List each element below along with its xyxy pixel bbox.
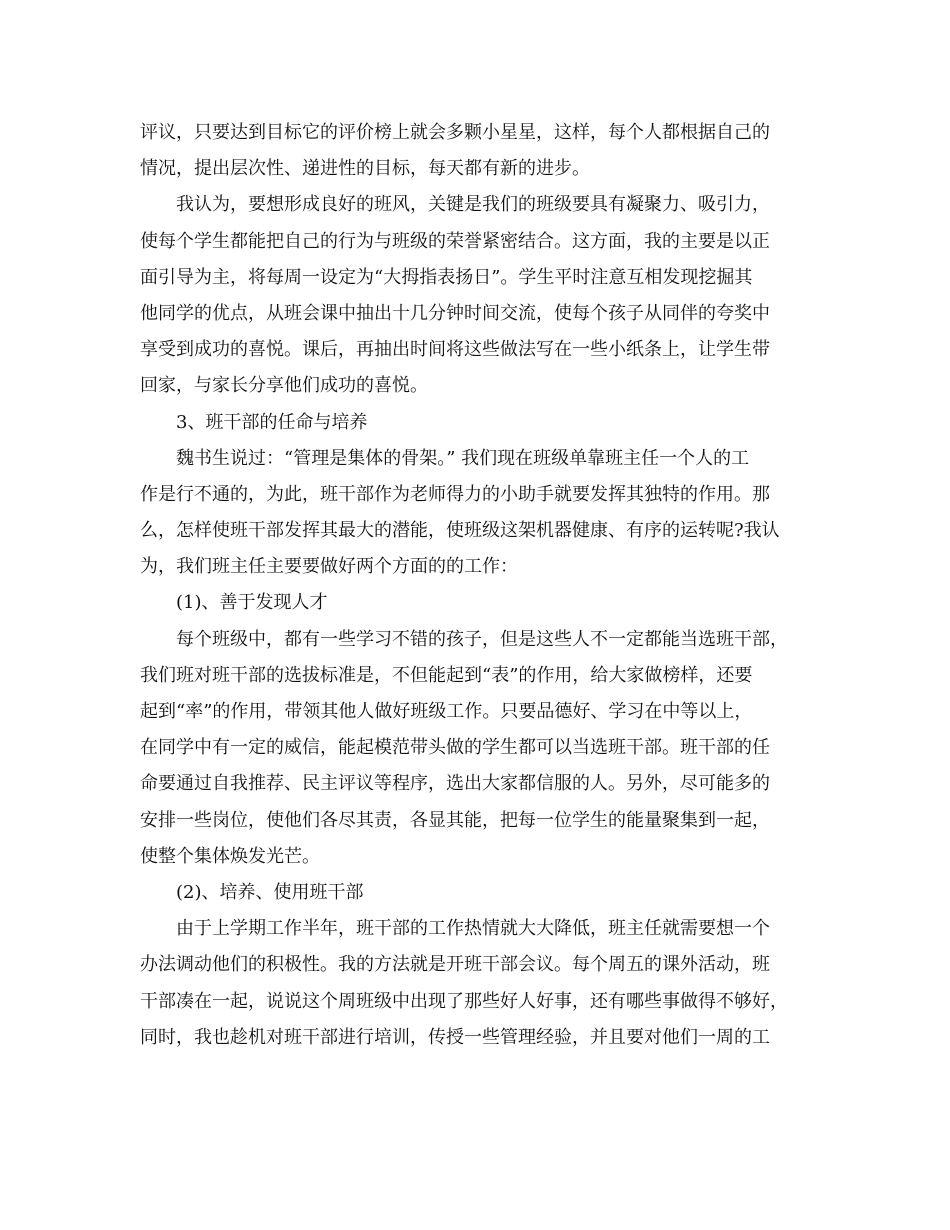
text-line: (1)、善于发现人才 bbox=[176, 592, 328, 614]
text-line: 使整个集体焕发光芒。 bbox=[140, 845, 320, 867]
text-line: 么，怎样使班干部发挥其最大的潜能，使班级这架机器健康、有序的运转呢?我认 bbox=[140, 520, 780, 542]
text-line: 由于上学期工作半年，班干部的工作热情就大大降低，班主任就需要想一个 bbox=[176, 918, 770, 940]
text-line: 命要通过自我推荐、民主评议等程序，选出大家都信服的人。另外，尽可能多的 bbox=[140, 773, 770, 795]
text-line: 每个班级中，都有一些学习不错的孩子，但是这些人不一定都能当选班干部， bbox=[176, 628, 788, 650]
text-line: 安排一些岗位，使他们各尽其责，各显其能，把每一位学生的能量聚集到一起， bbox=[140, 809, 770, 831]
text-line: 情况，提出层次性、递进性的目标，每天都有新的进步。 bbox=[140, 158, 590, 180]
text-line: 评议，只要达到目标它的评价榜上就会多颗小星星，这样，每个人都根据自己的 bbox=[140, 122, 770, 143]
text-line: 享受到成功的喜悦。课后，再抽出时间将这些做法写在一些小纸条上，让学生带 bbox=[140, 339, 770, 361]
text-line: 我们班对班干部的选拔标准是，不但能起到“表”的作用，给大家做榜样，还要 bbox=[140, 664, 753, 686]
document-body bbox=[140, 115, 810, 1056]
text-line: 3、班干部的任命与培养 bbox=[176, 411, 368, 433]
text-line: 作是行不通的，为此，班干部作为老师得力的小助手就要发挥其独特的作用。那 bbox=[140, 483, 770, 505]
text-line: 干部凑在一起，说说这个周班级中出现了那些好人好事，还有哪些事做得不够好， bbox=[140, 990, 788, 1012]
text-line: 回家，与家长分享他们成功的喜悦。 bbox=[140, 375, 428, 397]
text-line: 面引导为主，将每周一设定为“大拇指表扬日”。学生平时注意互相发现挖掘其 bbox=[140, 266, 753, 288]
text-line: 为，我们班主任主要要做好两个方面的的工作： bbox=[140, 556, 518, 578]
text-line: 他同学的优点，从班会课中抽出十几分钟时间交流，使每个孩子从同伴的夸奖中 bbox=[140, 302, 770, 324]
text-line: 在同学中有一定的威信，能起模范带头做的学生都可以当选班干部。班干部的任 bbox=[140, 737, 770, 759]
text-line: 办法调动他们的积极性。我的方法就是开班干部会议。每个周五的课外活动，班 bbox=[140, 954, 770, 976]
text-line: (2)、培养、使用班干部 bbox=[176, 881, 364, 903]
text-line: 魏书生说过：“管理是集体的骨架。” 我们现在班级单靠班主任一个人的工 bbox=[176, 447, 750, 469]
text-line: 起到“率”的作用，带领其他人做好班级工作。只要品德好、学习在中等以上， bbox=[140, 701, 753, 722]
text-line: 使每个学生都能把自己的行为与班级的荣誉紧密结合。这方面，我的主要是以正 bbox=[140, 230, 770, 252]
text-line: 同时，我也趁机对班干部进行培训，传授一些管理经验，并且要对他们一周的工 bbox=[140, 1026, 770, 1048]
text-line: 我认为，要想形成良好的班风，关键是我们的班级要具有凝聚力、吸引力， bbox=[176, 194, 770, 216]
